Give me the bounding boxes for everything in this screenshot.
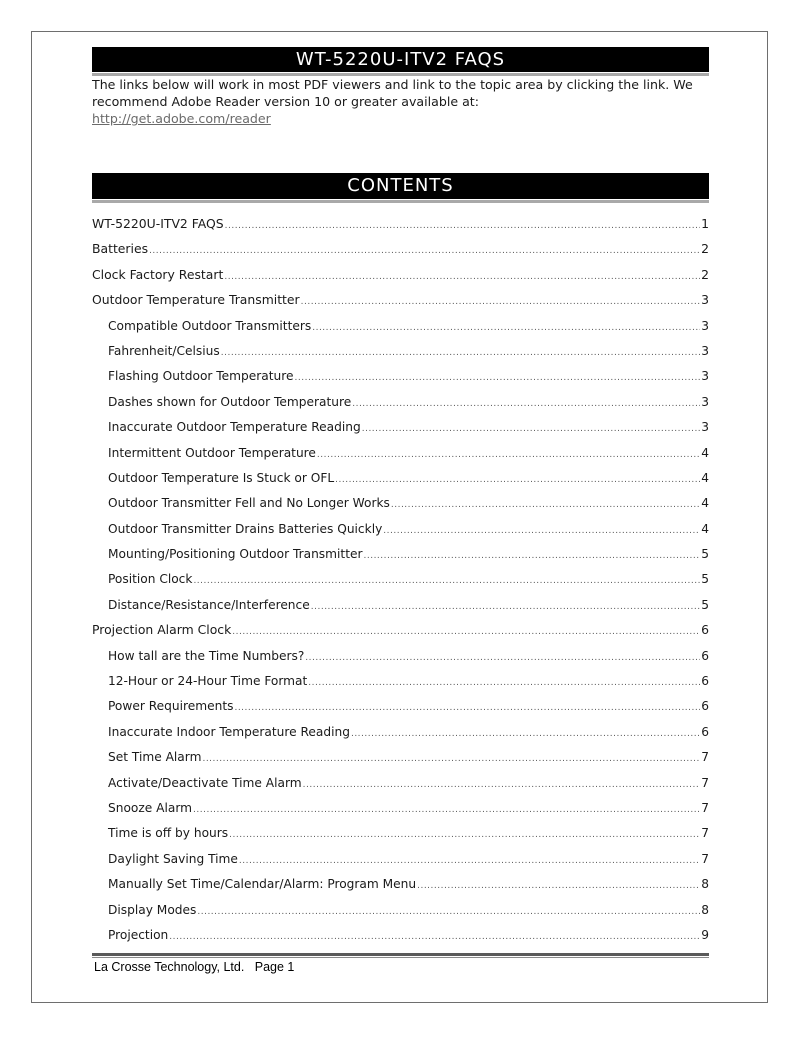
toc-dot-leader: [312, 318, 700, 338]
toc-entry-page: 4: [701, 496, 709, 511]
toc-entry[interactable]: [92, 620, 709, 645]
toc-entry-page: 5: [701, 547, 709, 562]
toc-dot-leader: [232, 622, 700, 642]
toc-entry[interactable]: [92, 773, 709, 798]
toc-entry-page: 5: [701, 572, 709, 587]
toc-entry[interactable]: [92, 214, 709, 239]
toc-entry-page: 3: [701, 394, 709, 409]
toc-dot-leader: [221, 343, 700, 363]
toc-entry-page: 1: [701, 216, 709, 231]
toc-entry[interactable]: [92, 443, 709, 468]
toc-entry[interactable]: [92, 849, 709, 874]
toc-entry[interactable]: [92, 747, 709, 772]
footer-rule: [92, 953, 709, 956]
toc-dot-leader: [193, 800, 700, 820]
toc-entry[interactable]: [92, 646, 709, 671]
toc-entry-title: Time is off by hours: [108, 826, 229, 841]
intro-paragraph: [92, 76, 709, 127]
toc-entry[interactable]: [92, 569, 709, 594]
toc-entry-title: WT-5220U-ITV2 FAQS: [92, 216, 224, 231]
toc-entry-page: 2: [701, 241, 709, 257]
toc-entry-page: 4: [701, 470, 709, 485]
toc-entry-page: 3: [701, 318, 709, 333]
toc-entry[interactable]: [92, 366, 709, 391]
toc-dot-leader: [301, 292, 700, 312]
toc-entry-page: 3: [701, 369, 709, 384]
toc-entry-title: Set Time Alarm: [108, 750, 202, 765]
table-of-contents: [92, 214, 709, 950]
toc-dot-leader: [311, 597, 700, 617]
toc-entry-title: Distance/Resistance/Interference: [108, 597, 310, 612]
document-title-bar: [92, 47, 709, 72]
toc-entry-title: Activate/Deactivate Time Alarm: [108, 775, 302, 790]
toc-entry-page: 3: [701, 420, 709, 435]
toc-dot-leader: [239, 851, 700, 871]
toc-entry-title: Outdoor Transmitter Drains Batteries Quickly: [108, 521, 383, 536]
toc-entry[interactable]: [92, 341, 709, 366]
toc-entry[interactable]: [92, 722, 709, 747]
toc-entry-title: Display Modes: [108, 902, 197, 917]
footer-rule-thin: [92, 957, 709, 958]
toc-dot-leader: [234, 698, 700, 718]
toc-entry-page: 5: [701, 597, 709, 612]
page-footer: La Crosse Technology, Ltd. Page 1: [94, 960, 295, 974]
toc-entry[interactable]: [92, 239, 709, 264]
toc-entry-page: 7: [701, 775, 709, 790]
toc-entry[interactable]: [92, 696, 709, 721]
toc-dot-leader: [363, 546, 700, 566]
toc-entry-page: 6: [701, 674, 709, 689]
toc-entry-page: 9: [701, 927, 709, 942]
toc-entry-page: 7: [701, 800, 709, 815]
toc-entry-page: 3: [701, 343, 709, 358]
toc-dot-leader: [225, 216, 700, 236]
toc-entry-title: Projection: [108, 927, 169, 942]
toc-entry-page: 3: [701, 292, 709, 308]
toc-dot-leader: [417, 876, 700, 896]
toc-entry-title: Position Clock: [108, 572, 193, 587]
toc-entry[interactable]: [92, 417, 709, 442]
toc-entry-page: 6: [701, 648, 709, 663]
toc-entry-title: Inaccurate Indoor Temperature Reading: [108, 724, 350, 739]
contents-heading: CONTENTS: [347, 175, 454, 196]
toc-entry-page: 8: [701, 877, 709, 892]
toc-entry-title: Flashing Outdoor Temperature: [108, 369, 294, 384]
toc-entry[interactable]: [92, 265, 709, 290]
toc-dot-leader: [295, 368, 701, 388]
toc-entry-title: Outdoor Temperature Transmitter: [92, 292, 300, 308]
toc-entry-title: Manually Set Time/Calendar/Alarm: Program Menu: [108, 877, 417, 892]
toc-entry[interactable]: [92, 671, 709, 696]
toc-entry-page: 7: [701, 750, 709, 765]
toc-entry-title: Mounting/Positioning Outdoor Transmitter: [108, 547, 363, 562]
toc-dot-leader: [352, 394, 700, 414]
toc-entry[interactable]: [92, 925, 709, 950]
toc-entry[interactable]: [92, 900, 709, 925]
toc-entry-title: Outdoor Transmitter Fell and No Longer Works: [108, 496, 390, 511]
toc-entry[interactable]: [92, 468, 709, 493]
toc-entry-page: 6: [701, 622, 709, 638]
toc-dot-leader: [305, 648, 700, 668]
toc-entry-page: 2: [701, 266, 709, 282]
toc-entry-title: Power Requirements: [108, 699, 234, 714]
toc-dot-leader: [193, 571, 700, 591]
toc-dot-leader: [391, 495, 700, 515]
toc-entry-title: Inaccurate Outdoor Temperature Reading: [108, 420, 361, 435]
toc-entry[interactable]: [92, 798, 709, 823]
toc-dot-leader: [351, 724, 700, 744]
toc-entry-page: 6: [701, 699, 709, 714]
toc-dot-leader: [335, 470, 700, 490]
toc-entry-title: Snooze Alarm: [108, 800, 193, 815]
document-title: WT-5220U-ITV2 FAQS: [295, 49, 506, 70]
toc-entry-title: How tall are the Time Numbers?: [108, 648, 305, 663]
toc-dot-leader: [224, 267, 700, 287]
toc-entry[interactable]: [92, 316, 709, 341]
toc-dot-leader: [317, 445, 700, 465]
toc-entry-title: Daylight Saving Time: [108, 851, 238, 866]
contents-heading-bar: [92, 173, 709, 199]
toc-entry-page: 4: [701, 445, 709, 460]
toc-entry[interactable]: [92, 595, 709, 620]
toc-dot-leader: [169, 927, 700, 947]
toc-dot-leader: [202, 749, 700, 769]
toc-dot-leader: [197, 902, 700, 922]
toc-entry-title: Dashes shown for Outdoor Temperature: [108, 394, 352, 409]
toc-entry-page: 8: [701, 902, 709, 917]
toc-dot-leader: [362, 419, 701, 439]
toc-entry-title: Compatible Outdoor Transmitters: [108, 318, 312, 333]
toc-entry-page: 4: [701, 521, 709, 536]
toc-entry-title: Outdoor Temperature Is Stuck or OFL: [108, 470, 335, 485]
toc-dot-leader: [303, 775, 701, 795]
toc-entry-title: Clock Factory Restart: [92, 266, 224, 282]
toc-entry-page: 7: [701, 851, 709, 866]
toc-entry-title: Batteries: [92, 241, 149, 257]
toc-entry[interactable]: [92, 874, 709, 899]
toc-dot-leader: [229, 825, 700, 845]
toc-entry[interactable]: [92, 290, 709, 315]
contents-underline: [92, 200, 709, 203]
toc-entry-title: Projection Alarm Clock: [92, 622, 232, 638]
toc-dot-leader: [383, 521, 700, 541]
toc-entry[interactable]: [92, 519, 709, 544]
toc-entry[interactable]: [92, 493, 709, 518]
toc-dot-leader: [149, 241, 700, 261]
intro-text: The links below will work in most PDF viewers and link to the topic area by clicking the link. We recommend Adobe Reader version 10 or greater available at:: [92, 77, 693, 109]
toc-entry[interactable]: [92, 392, 709, 417]
toc-entry[interactable]: [92, 544, 709, 569]
toc-entry-title: 12-Hour or 24-Hour Time Format: [108, 674, 308, 689]
toc-entry-page: 6: [701, 724, 709, 739]
toc-entry-title: Fahrenheit/Celsius: [108, 343, 220, 358]
toc-entry-title: Intermittent Outdoor Temperature: [108, 445, 316, 460]
toc-dot-leader: [308, 673, 700, 693]
toc-entry[interactable]: [92, 823, 709, 848]
adobe-reader-link[interactable]: http://get.adobe.com/reader: [92, 111, 271, 126]
toc-entry-page: 7: [701, 826, 709, 841]
